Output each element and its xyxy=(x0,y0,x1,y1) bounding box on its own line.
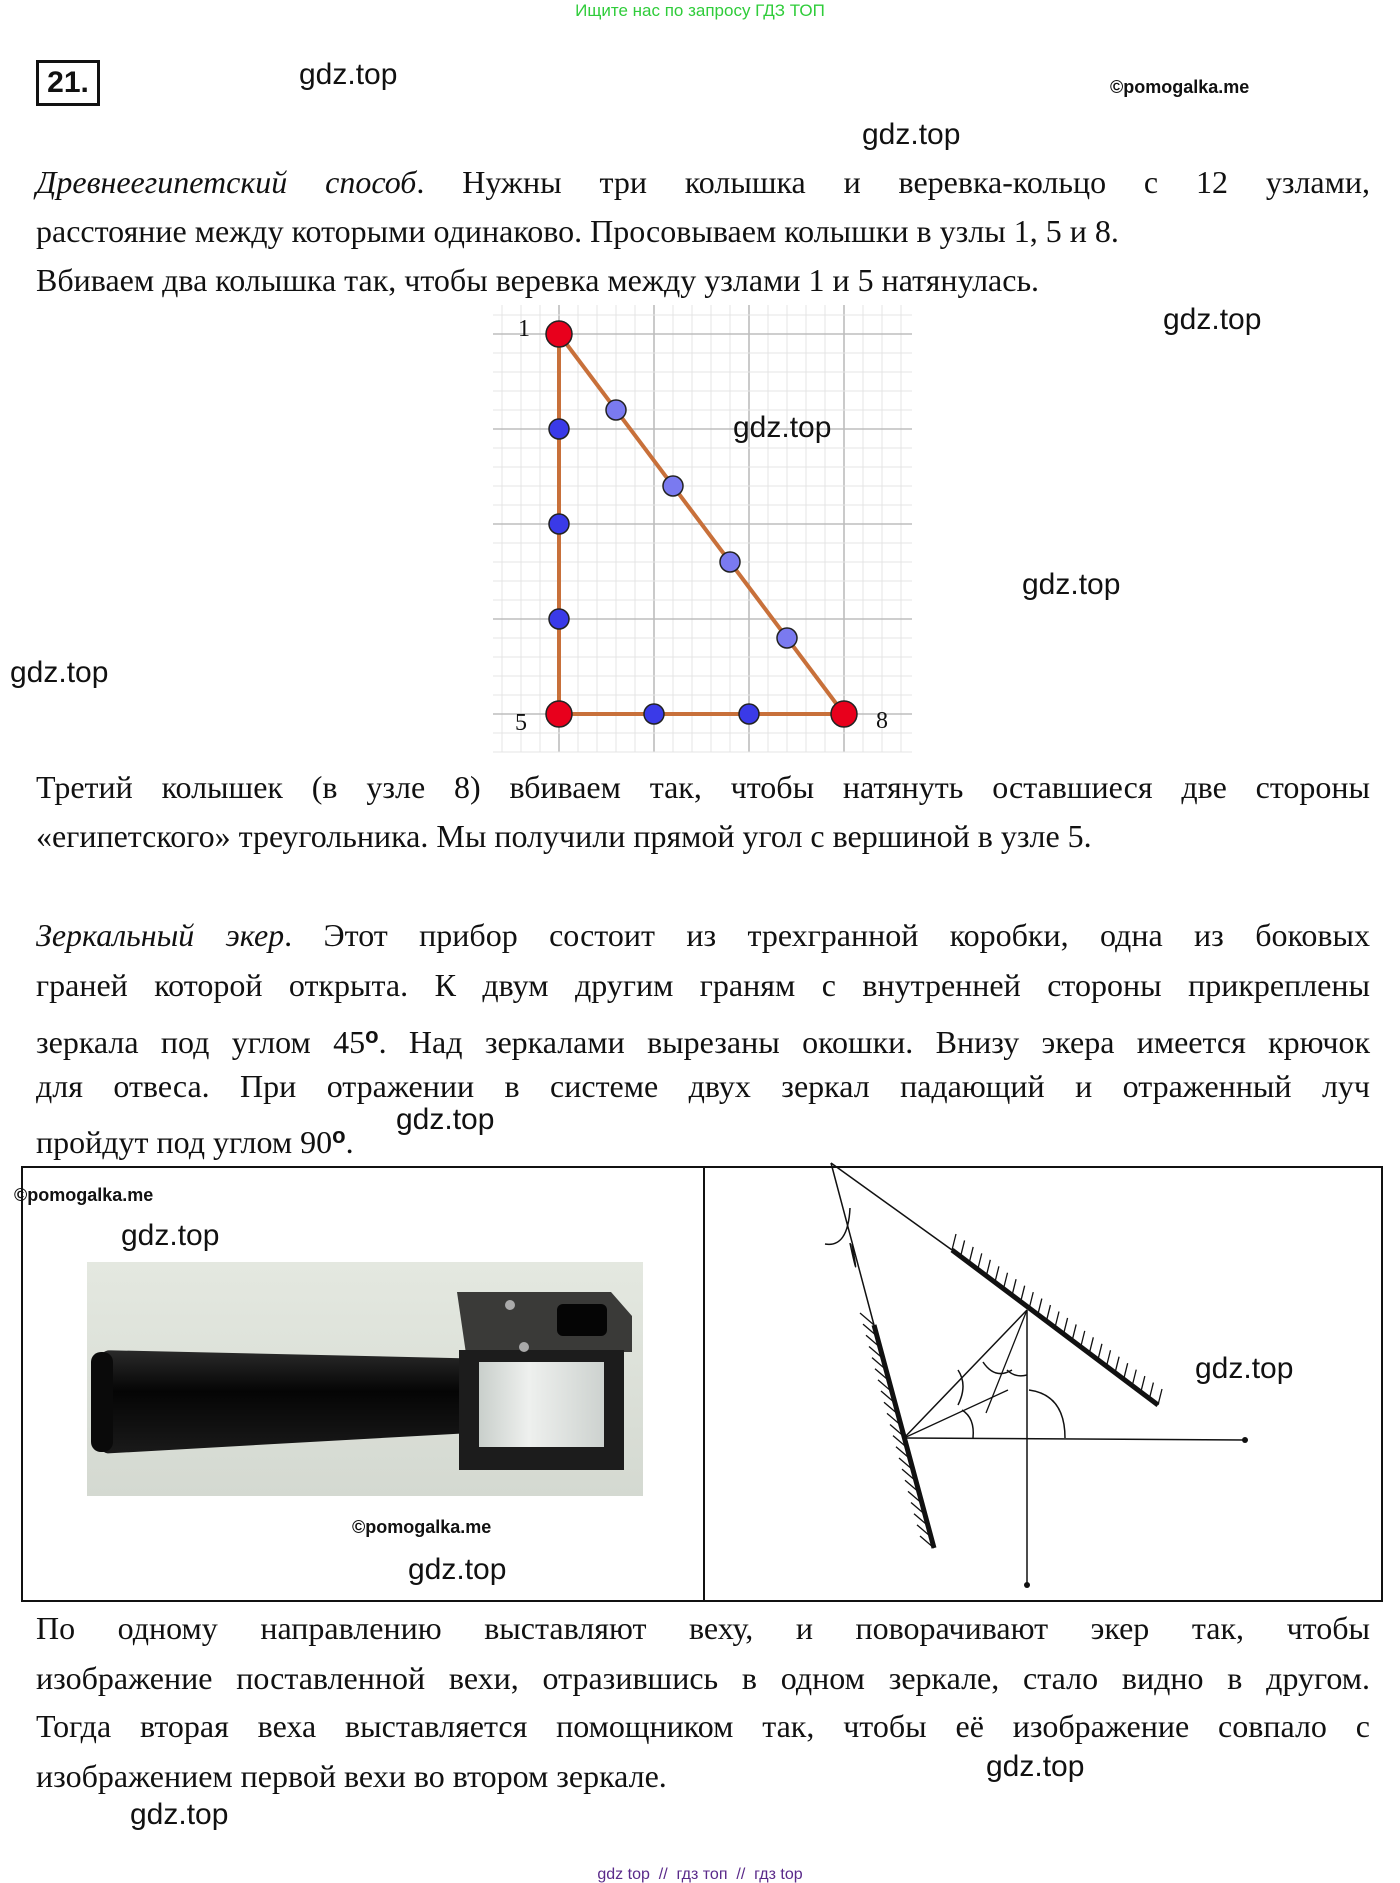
angle-arc xyxy=(1029,1390,1065,1438)
mirror-hatch xyxy=(986,1260,990,1276)
watermark-gdz: gdz.top xyxy=(1022,568,1121,601)
para4-line3: Тогда вторая веха выставляется помощником так, чтобы её изображение совпало с xyxy=(36,1708,1370,1744)
mirror-hatch xyxy=(1081,1331,1085,1347)
para3-line3-a: зеркала под углом 45 xyxy=(36,1024,366,1060)
search-banner[interactable]: Ищите нас по запросу ГДЗ ТОП xyxy=(575,1,825,20)
mirror-hatch xyxy=(1029,1292,1033,1308)
sight-point xyxy=(1242,1437,1248,1443)
watermark-pomogalka: ©pomogalka.me xyxy=(14,1185,154,1205)
mirror-hatch xyxy=(1064,1318,1068,1334)
mirror-hatch xyxy=(1141,1376,1145,1392)
task-number: 21. xyxy=(36,60,100,106)
para3-line4: для отвеса. При отражении в системе двух зеркал падающий и отраженный луч xyxy=(36,1068,1370,1104)
angle-arc xyxy=(958,1370,963,1405)
watermark-gdz: gdz.top xyxy=(1163,303,1262,336)
mirror-hatch xyxy=(1132,1370,1136,1386)
incident-ray xyxy=(904,1438,1245,1440)
angle-arc xyxy=(825,1208,850,1244)
box-edge xyxy=(831,1163,952,1250)
para1-line2: расстояние между которыми одинаково. Просовываем колышки в узлы 1, 5 и 8. xyxy=(36,213,1119,249)
watermark-gdz: gdz.top xyxy=(299,58,398,91)
mirror-hatch xyxy=(1046,1305,1050,1321)
mirror-hatch xyxy=(1107,1350,1111,1366)
watermark-pomogalka: ©pomogalka.me xyxy=(1110,77,1250,97)
device-title: Зеркальный экер xyxy=(36,917,285,953)
node-label-5: 5 xyxy=(515,710,527,736)
mirror-hatch xyxy=(1115,1357,1119,1373)
para1-line1-text: . Нужны три колышка и веревка-кольцо с 12 узлами, xyxy=(416,164,1371,200)
mirror-hatch xyxy=(1004,1273,1008,1289)
watermark-gdz: gdz.top xyxy=(986,1750,1085,1783)
mirror-hatch xyxy=(978,1253,982,1269)
mirror-hatch xyxy=(1038,1299,1042,1315)
para4-line4: изображением первой вехи во втором зеркале. xyxy=(36,1758,667,1794)
para3-line5-a: пройдут под углом 90 xyxy=(36,1124,333,1160)
degree-sign: o xyxy=(332,1123,346,1148)
para3-line2: граней которой открыта. К двум другим граням с внутренней стороны прикреплены xyxy=(36,967,1370,1003)
node-label-1: 1 xyxy=(518,316,530,342)
mirrors xyxy=(825,1163,1248,1588)
sight-point xyxy=(1024,1582,1030,1588)
mirror-hatch xyxy=(1072,1324,1076,1340)
angle-arc xyxy=(983,1362,1012,1374)
watermark-gdz: gdz.top xyxy=(408,1553,507,1586)
para4-line1: По одному направлению выставляют веху, и поворачивают экер так, чтобы xyxy=(36,1610,1370,1646)
para4-line2: изображение поставленной вехи, отразившись в одном зеркале, стало видно в другом. xyxy=(36,1660,1370,1696)
watermark-gdz: gdz.top xyxy=(862,118,961,151)
mirror-hatch xyxy=(1124,1363,1128,1379)
para2-line2: «египетского» треугольника. Мы получили прямой угол с вершиной в узле 5. xyxy=(36,818,1092,854)
mirror-hatch xyxy=(1098,1344,1102,1360)
node-label-8: 8 xyxy=(876,708,888,734)
ray-line xyxy=(986,1310,1027,1413)
para3-line1-text: . Этот прибор состоит из трехгранной коробки, одна из боковых xyxy=(284,917,1371,953)
mirror-hatch xyxy=(961,1240,965,1256)
mirror-hatch xyxy=(1149,1383,1153,1399)
watermark-gdz: gdz.top xyxy=(1195,1352,1294,1385)
footer-links[interactable]: gdz top // гдз топ // гдз top xyxy=(597,1866,803,1883)
mirror-hatch xyxy=(995,1266,999,1282)
watermark-pomogalka: ©pomogalka.me xyxy=(352,1517,492,1537)
angle-arc xyxy=(962,1410,973,1438)
watermark-gdz: gdz.top xyxy=(733,411,832,444)
watermark-gdz: gdz.top xyxy=(10,656,109,689)
para3-line3-b: . Над зеркалами вырезаны окошки. Внизу экера имеется крючок xyxy=(378,1024,1371,1060)
mirror-hatch xyxy=(1012,1279,1016,1295)
mirror-hatch xyxy=(952,1234,956,1250)
mirror-hatch xyxy=(1021,1286,1025,1302)
para1-line3: Вбиваем два колышка так, чтобы веревка между узлами 1 и 5 натянулась. xyxy=(36,262,1040,298)
mirror-hatch xyxy=(969,1247,973,1263)
mirror-hatch xyxy=(1089,1337,1093,1353)
para2-line1: Третий колышек (в узле 8) вбиваем так, чтобы натянуть оставшиеся две стороны xyxy=(36,769,1370,805)
para3-line5-b: . xyxy=(345,1124,354,1160)
watermark-gdz: gdz.top xyxy=(121,1219,220,1252)
watermark-gdz: gdz.top xyxy=(396,1103,495,1136)
ray-line xyxy=(904,1310,1027,1438)
mirror-hatch xyxy=(1055,1312,1059,1328)
method-title: Древнеегипетский способ xyxy=(36,164,417,200)
degree-sign: o xyxy=(365,1023,379,1048)
watermark-gdz: gdz.top xyxy=(130,1798,229,1831)
mirror-hatch xyxy=(1158,1389,1162,1405)
